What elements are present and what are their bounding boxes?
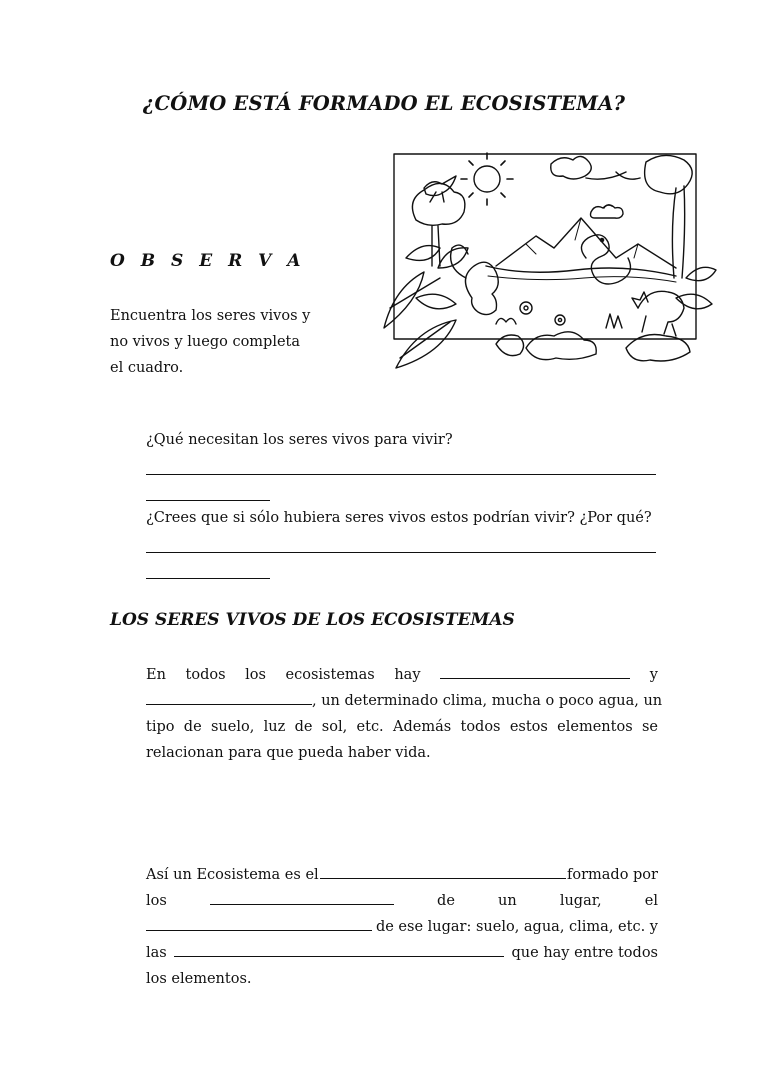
text-fragment: que hay entre todos [511,945,658,961]
ecosystem-illustration [376,148,720,394]
observe-heading: O B S E R V A [110,251,306,271]
word: de [437,893,455,909]
answer-line-1b[interactable] [146,500,270,501]
word: lugar, [559,893,602,909]
paragraph-line: tipo de suelo, luz de sol, etc. Además todos estos elementos se [146,719,658,735]
word: hay [394,667,421,683]
answer-line-2b[interactable] [146,578,270,579]
question-2: ¿Crees que si sólo hubiera seres vivos estos podrían vivir? ¿Por qué? [146,510,652,526]
paragraph-2 [146,862,658,992]
paragraph-line [146,914,658,940]
paragraph-line [146,862,658,888]
instruction-line: no vivos y luego completa [110,334,301,350]
paragraph-line: relacionan para que pueda haber vida. [146,745,431,761]
fill-blank[interactable] [440,664,630,679]
paragraph-line: los elementos. [146,971,252,987]
observe-instruction [110,303,315,381]
text-fragment: Así un Ecosistema es el [146,867,319,883]
fill-blank[interactable] [320,864,566,879]
instruction-line: el cuadro. [110,360,184,376]
instruction-line: Encuentra los seres vivos y [110,308,311,324]
word: ecosistemas [285,667,375,683]
paragraph-line [146,940,658,966]
word: todos [185,667,226,683]
question-1: ¿Qué necesitan los seres vivos para vivir? [146,432,453,448]
text-fragment: las [146,945,167,961]
paragraph-line [146,662,658,688]
word: los [245,667,266,683]
word: En [146,667,166,683]
paragraph-1 [146,662,663,766]
paragraph-line [146,688,663,714]
fill-blank[interactable] [146,690,312,705]
word: y [649,667,658,683]
answer-line-2a[interactable] [146,552,656,553]
section-heading: LOS SERES VIVOS DE LOS ECOSISTEMAS [110,610,515,630]
fill-blank[interactable] [146,916,372,931]
page-title: ¿CÓMO ESTÁ FORMADO EL ECOSISTEMA? [142,92,626,115]
text-fragment: , un determinado clima, mucha o poco agua, un [312,693,663,709]
word: los [146,893,167,909]
text-fragment: de ese lugar: suelo, agua, clima, etc. y [375,919,658,935]
fill-blank[interactable] [210,890,394,905]
answer-line-1a[interactable] [146,474,656,475]
fill-blank[interactable] [174,942,504,957]
word: un [498,893,517,909]
text-fragment: formado por [566,867,658,883]
paragraph-line [146,888,658,914]
word: el [644,893,658,909]
